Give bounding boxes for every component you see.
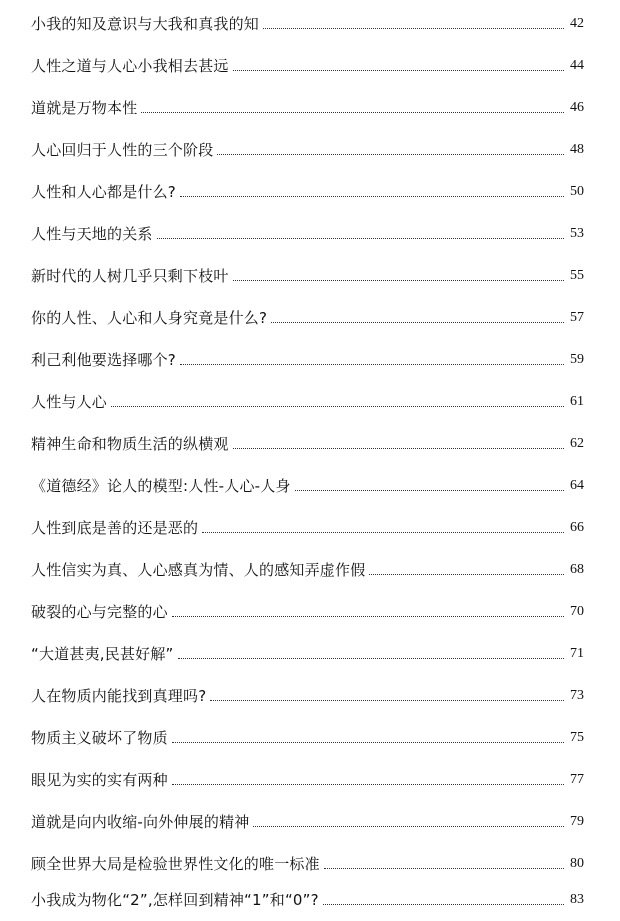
toc-entry[interactable] bbox=[31, 134, 584, 160]
toc-page-number: 48 bbox=[570, 142, 584, 157]
toc-entry[interactable] bbox=[31, 260, 584, 286]
toc-entry-title: 顾全世界大局是检验世界性文化的唯一标准 bbox=[31, 855, 320, 873]
toc-dot-leader bbox=[178, 657, 564, 659]
toc-page-number: 50 bbox=[570, 184, 584, 199]
toc-page-number: 68 bbox=[570, 562, 584, 577]
toc-entry-title: 破裂的心与完整的心 bbox=[31, 603, 168, 621]
toc-entry-title: 人性与人心 bbox=[31, 393, 108, 411]
toc-entry[interactable] bbox=[31, 848, 584, 874]
toc-dot-leader bbox=[233, 447, 564, 449]
toc-page-number: 64 bbox=[570, 478, 584, 493]
toc-dot-leader bbox=[233, 69, 564, 71]
toc-entry-title: 你的人性、人心和人身究竟是什么? bbox=[31, 309, 268, 327]
toc-dot-leader bbox=[295, 489, 564, 491]
toc-entry-title: 人性与天地的关系 bbox=[31, 225, 153, 243]
toc-entry[interactable] bbox=[31, 176, 584, 202]
toc-page-number: 53 bbox=[570, 226, 584, 241]
toc-entry[interactable] bbox=[31, 806, 584, 832]
toc-entry-title: 人心回归于人性的三个阶段 bbox=[31, 141, 214, 159]
toc-entry-title: 小我的知及意识与大我和真我的知 bbox=[31, 15, 260, 33]
toc-page-number: 75 bbox=[570, 730, 584, 745]
toc-page-number: 83 bbox=[570, 892, 584, 907]
toc-page-number: 71 bbox=[570, 646, 584, 661]
toc-entry-title: “大道甚夷,民甚好解” bbox=[31, 645, 174, 663]
toc-page-number: 57 bbox=[570, 310, 584, 325]
toc-page-number: 61 bbox=[570, 394, 584, 409]
toc-entry-title: 人性信实为真、人心感真为情、人的感知弄虚作假 bbox=[31, 561, 366, 579]
toc-entry-title: 精神生命和物质生活的纵横观 bbox=[31, 435, 229, 453]
toc-entry-title: 新时代的人树几乎只剩下枝叶 bbox=[31, 267, 229, 285]
toc-entry[interactable] bbox=[31, 722, 584, 748]
toc-entry-title: 物质主义破坏了物质 bbox=[31, 729, 168, 747]
toc-page-number: 77 bbox=[570, 772, 584, 787]
toc-entry[interactable] bbox=[31, 470, 584, 496]
toc-entry[interactable] bbox=[31, 92, 584, 118]
toc-entry-title: 人性到底是善的还是恶的 bbox=[31, 519, 199, 537]
toc-entry[interactable] bbox=[31, 50, 584, 76]
toc-entry[interactable] bbox=[31, 554, 584, 580]
toc-entry-title: 《道德经》论人的模型:人性-人心-人身 bbox=[31, 477, 291, 495]
toc-entry[interactable] bbox=[31, 638, 584, 664]
toc-entry[interactable] bbox=[31, 344, 584, 370]
toc-entry[interactable] bbox=[31, 596, 584, 622]
toc-dot-leader bbox=[324, 867, 564, 869]
toc-dot-leader bbox=[323, 903, 564, 905]
toc-entry-title: 眼见为实的实有两种 bbox=[31, 771, 168, 789]
toc-entry-title: 人性之道与人心小我相去甚远 bbox=[31, 57, 229, 75]
toc-dot-leader bbox=[210, 699, 564, 701]
toc-entry[interactable] bbox=[31, 386, 584, 412]
toc-page-number: 79 bbox=[570, 814, 584, 829]
toc-dot-leader bbox=[271, 321, 564, 323]
toc-dot-leader bbox=[233, 279, 564, 281]
toc-entry[interactable] bbox=[31, 884, 584, 910]
toc-dot-leader bbox=[217, 153, 564, 155]
toc-dot-leader bbox=[180, 195, 564, 197]
toc-dot-leader bbox=[172, 741, 564, 743]
toc-entry[interactable] bbox=[31, 218, 584, 244]
toc-dot-leader bbox=[111, 405, 564, 407]
toc-entry-title: 利己利他要选择哪个? bbox=[31, 351, 176, 369]
toc-page-number: 46 bbox=[570, 100, 584, 115]
toc-page-number: 62 bbox=[570, 436, 584, 451]
toc-entry-title: 人在物质内能找到真理吗? bbox=[31, 687, 207, 705]
toc-dot-leader bbox=[141, 111, 564, 113]
toc-entry[interactable] bbox=[31, 680, 584, 706]
toc-entry[interactable] bbox=[31, 428, 584, 454]
toc-dot-leader bbox=[253, 825, 564, 827]
toc-page-number: 73 bbox=[570, 688, 584, 703]
toc-page-number: 59 bbox=[570, 352, 584, 367]
toc-entry-title: 小我成为物化“2”,怎样回到精神“1”和“0”? bbox=[31, 891, 319, 909]
toc-entry-title: 道就是向内收缩-向外伸展的精神 bbox=[31, 813, 250, 831]
toc-entry-title: 人性和人心都是什么? bbox=[31, 183, 176, 201]
toc-page-number: 66 bbox=[570, 520, 584, 535]
toc-dot-leader bbox=[263, 27, 564, 29]
toc-page-number: 80 bbox=[570, 856, 584, 871]
toc-page-number: 42 bbox=[570, 16, 584, 31]
toc-dot-leader bbox=[369, 573, 564, 575]
toc-entry[interactable] bbox=[31, 512, 584, 538]
toc-page-number: 44 bbox=[570, 58, 584, 73]
toc-entry[interactable] bbox=[31, 764, 584, 790]
toc-dot-leader bbox=[172, 615, 564, 617]
toc-dot-leader bbox=[180, 363, 564, 365]
toc-entry-title: 道就是万物本性 bbox=[31, 99, 138, 117]
toc-entry[interactable] bbox=[31, 8, 584, 34]
toc-page-number: 55 bbox=[570, 268, 584, 283]
toc-page-number: 70 bbox=[570, 604, 584, 619]
toc-entry[interactable] bbox=[31, 302, 584, 328]
toc-dot-leader bbox=[202, 531, 564, 533]
toc-dot-leader bbox=[157, 237, 564, 239]
toc-dot-leader bbox=[172, 783, 564, 785]
